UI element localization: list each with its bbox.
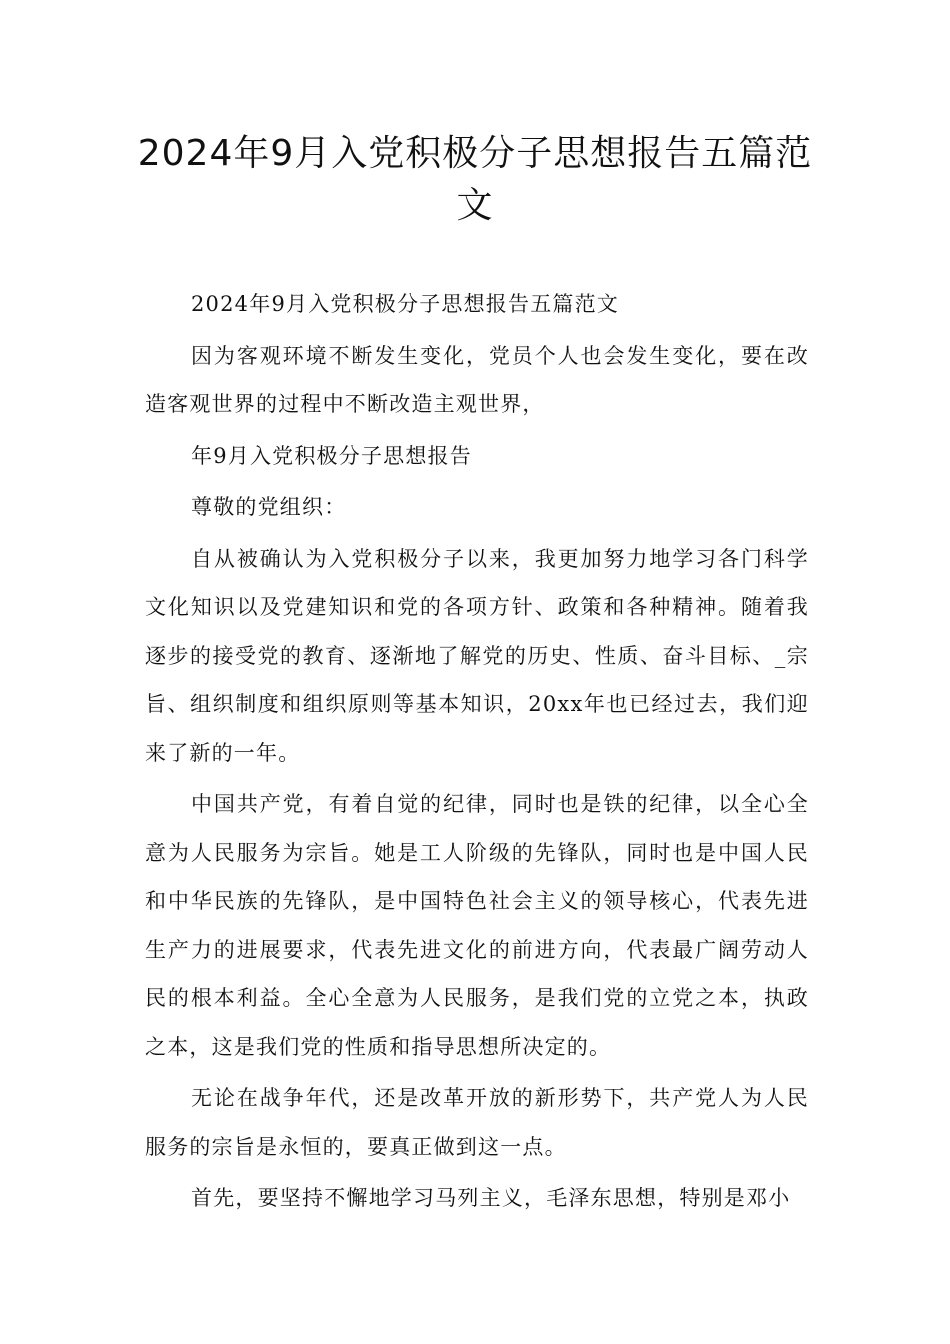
- document-body: [145, 280, 809, 1226]
- paragraph-body: 自从被确认为入党积极分子以来，我更加努力地学习各门科学文化知识以及党建知识和党的各项方针、政策和各种精神。随着我逐步的接受党的教育、逐渐地了解党的历史、性质、奋斗目标、_宗旨、组织制度和组织原则等基本知识，20xx年也已经过去，我们迎来了新的一年。: [145, 546, 809, 765]
- paragraph-body: 中国共产党，有着自觉的纪律，同时也是铁的纪律，以全心全意为人民服务为宗旨。她是工人阶级的先锋队，同时也是中国人民和中华民族的先锋队，是中国特色社会主义的领导核心，代表先进生产力的进展要求，代表先进文化的前进方向，代表最广阔劳动人民的根本利益。全心全意为人民服务，是我们党的立党之本，执政之本，这是我们党的性质和指导思想所决定的。: [145, 792, 809, 1059]
- document-title: 2024年9月入党积极分子思想报告五篇范文: [137, 133, 813, 226]
- paragraph-body: 无论在战争年代，还是改革开放的新形势下，共产党人为人民服务的宗旨是永恒的，要真正做到这一点。: [145, 1086, 809, 1159]
- paragraph-salutation: 尊敬的党组织：: [191, 495, 347, 519]
- paragraph-intro: 因为客观环境不断发生变化，党员个人也会发生变化，要在改造客观世界的过程中不断改造主观世界，: [145, 343, 809, 416]
- paragraph-subtitle: 2024年9月入党积极分子思想报告五篇范文: [191, 292, 620, 316]
- paragraph-body: 首先，要坚持不懈地学习马列主义，毛泽东思想，特别是邓小: [191, 1186, 791, 1210]
- paragraph-report-heading: 年9月入党积极分子思想报告: [191, 443, 472, 468]
